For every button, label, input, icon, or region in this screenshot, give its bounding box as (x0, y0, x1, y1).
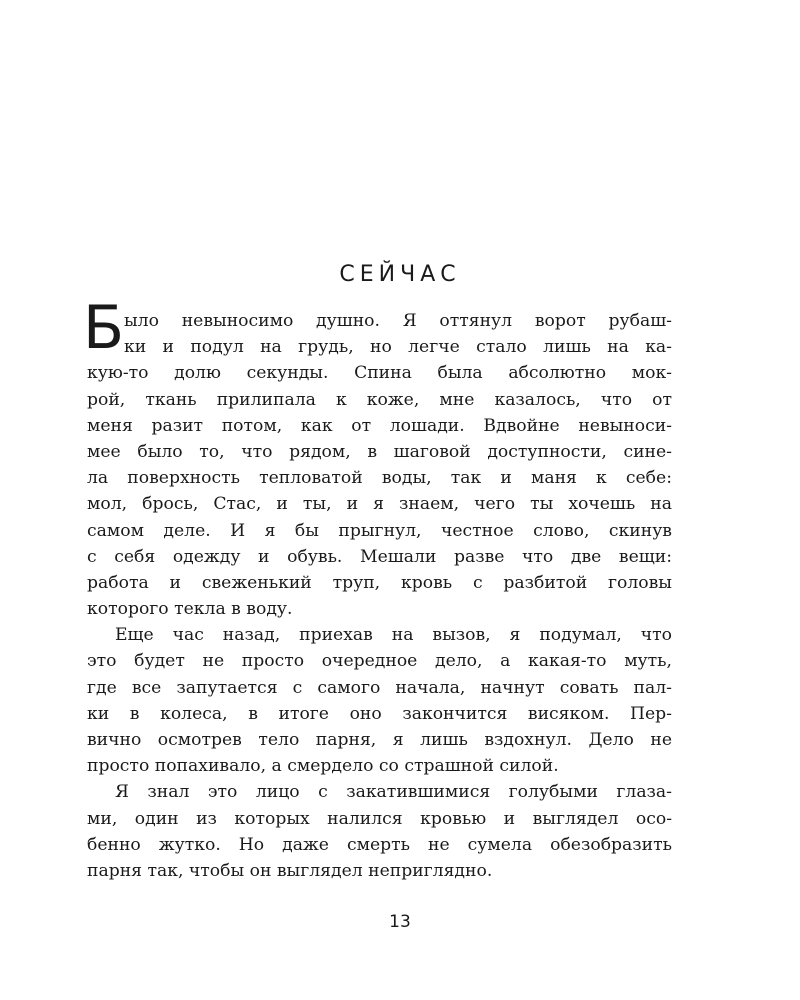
text-line: где все запутается с самого начала, начнут совать пал- (87, 677, 672, 698)
text-line: мол, брось, Стас, и ты, и я знаем, чего ты хочешь на (87, 494, 672, 515)
text-line: кую-то долю секунды. Спина была абсолютно мок- (87, 363, 672, 384)
drop-cap: Б (83, 293, 125, 363)
chapter-title: СЕЙЧАС (339, 262, 461, 287)
text-line: Я знал это лицо с закатившимися голубыми глаза- (115, 782, 672, 803)
page-number: 13 (389, 912, 411, 932)
text-line: парня так, чтобы он выглядел неприглядно. (87, 860, 493, 881)
text-line: рой, ткань прилипала к коже, мне казалось, что от (87, 389, 672, 410)
text-line: просто попахивало, а смердело со страшной силой. (87, 756, 559, 777)
text-line: ла поверхность тепловатой воды, так и маня к себе: (87, 468, 672, 489)
body-text (83, 293, 672, 884)
text-line: с себя одежду и обувь. Мешали разве что две вещи: (87, 546, 672, 567)
text-line: мее было то, что рядом, в шаговой доступности, сине- (87, 441, 672, 462)
text-line: меня разит потом, как от лошади. Вдвойне невыноси- (87, 415, 672, 436)
text-line: ки и подул на грудь, но легче стало лишь на ка- (124, 337, 672, 358)
text-line: самом деле. И я бы прыгнул, честное слово, скинув (87, 520, 672, 541)
text-line: бенно жутко. Но даже смерть не сумела обезобразить (87, 834, 672, 855)
text-line: это будет не просто очередное дело, а какая-то муть, (87, 651, 672, 672)
text-line: ыло невыносимо душно. Я оттянул ворот рубаш- (124, 311, 672, 331)
text-line: работа и свеженький труп, кровь с разбитой головы (87, 572, 672, 593)
text-line: Еще час назад, приехав на вызов, я подумал, что (115, 625, 672, 646)
text-line: которого текла в воду. (87, 599, 293, 620)
text-line: ми, один из которых налился кровью и выглядел осо- (87, 808, 672, 829)
text-line: ки в колеса, в итоге оно закончится висяком. Пер- (87, 703, 672, 724)
text-line: вично осмотрев тело парня, я лишь вздохнул. Дело не (87, 730, 672, 750)
